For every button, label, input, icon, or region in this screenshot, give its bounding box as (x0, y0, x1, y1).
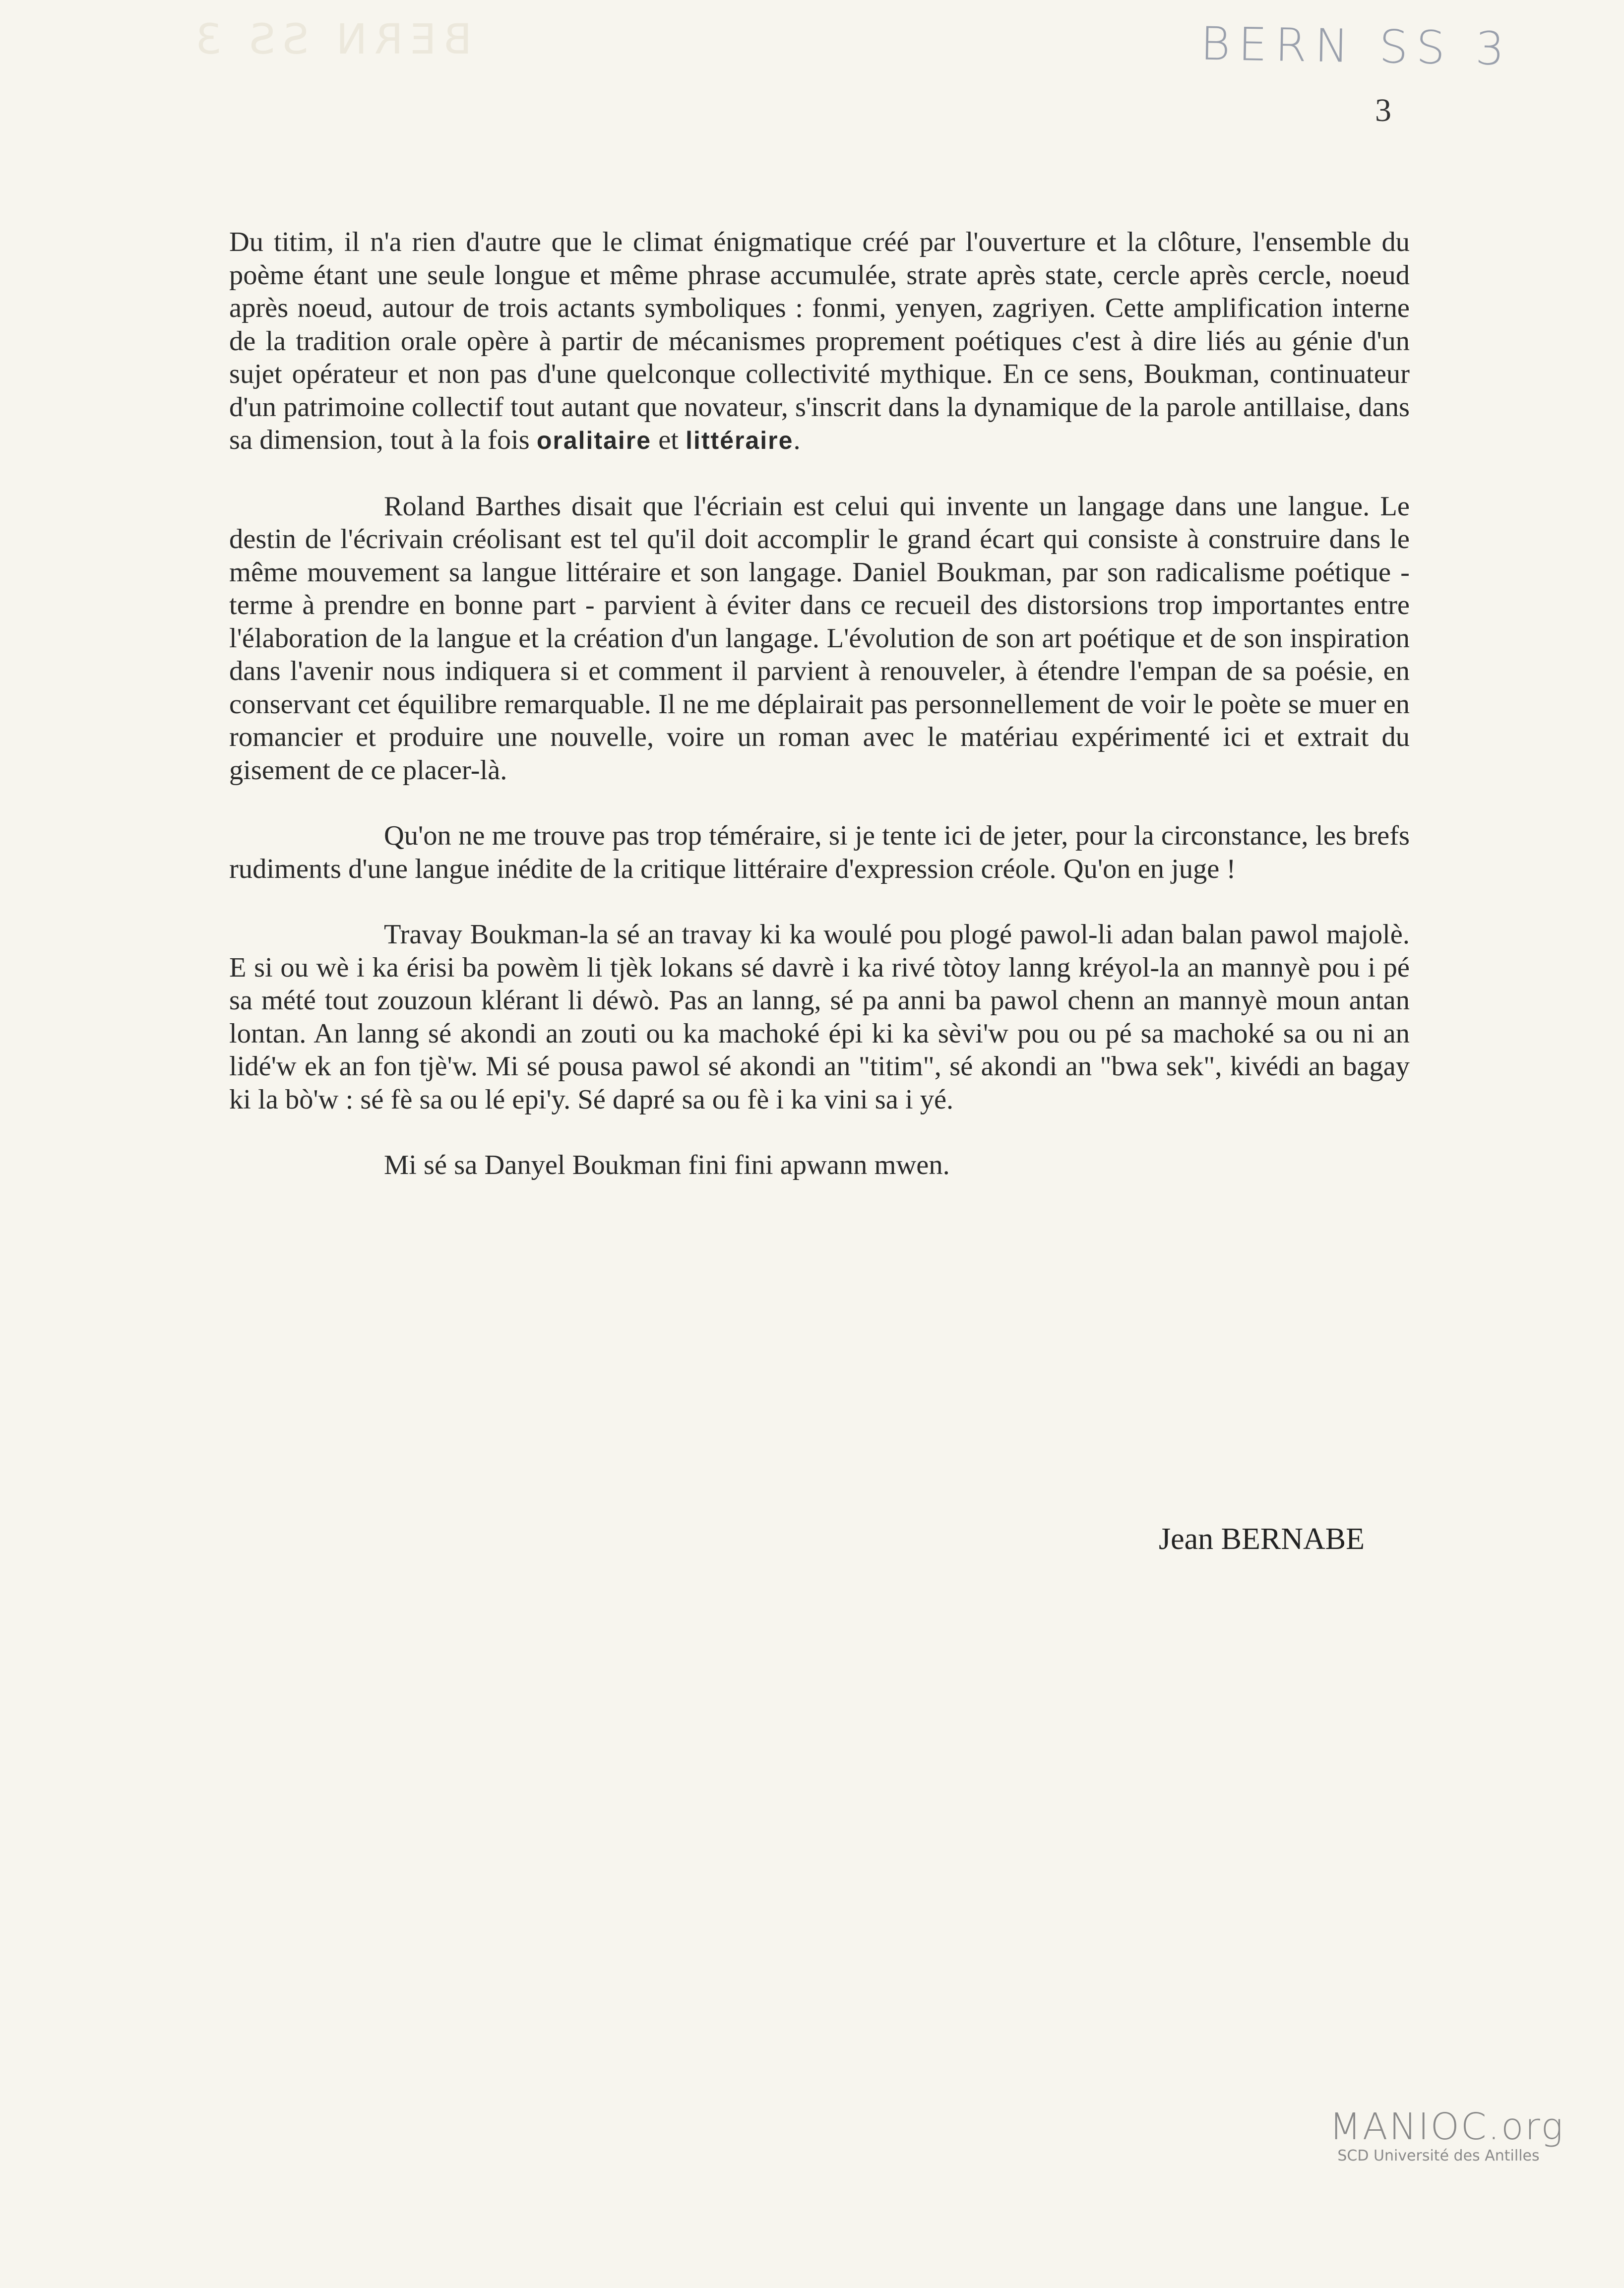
manioc-logo (1329, 2105, 1564, 2165)
paragraph-text: Roland Barthes disait que l'écriain est celui qui invente un langage dans une langue. Le destin de l'écrivain créolisant est tel qu'il doit accomplir le grand écart qui consiste à construire dans le même mouvement sa langue littéraire et son langage. Daniel Boukman, par son radicalisme poétique - terme à prendre en bonne part - parvient à éviter dans ce recueil des distorsions trop importantes entre l'élaboration de la langue et la création d'un langage. L'évolution de son art poétique et de son inspiration dans l'avenir nous indiquera si et comment il parvient à renouveler, à étendre l'empan de sa poésie, en conservant cet équilibre remarquable. Il ne me déplairait pas personnellement de voir le poète se muer en romancier et produire une nouvelle, voire un roman avec le matériau expérimenté ici et extrait du gisement de ce placer-là. (229, 491, 1410, 786)
paragraph-text: Mi sé sa Danyel Boukman fini fini apwann mwen. (384, 1150, 950, 1180)
page-number: 3 (1375, 92, 1391, 128)
paragraph (229, 918, 1410, 1116)
archive-mark: BERN SS 3 (1200, 17, 1513, 76)
document-body (229, 226, 1410, 1215)
logo-name: MANIOC.org (1329, 2105, 1564, 2148)
emphasized-word: oralitaire (536, 427, 652, 454)
paragraph (229, 819, 1410, 885)
bleed-through-mark: BERN SS 3 (188, 15, 472, 63)
paragraph-text: Du titim, il n'a rien d'autre que le climat énigmatique créé par l'ouverture et la clôture, l'ensemble du poème étant une seule longue et même phrase accumulée, strate après state, cercle après cercle, noeud après noeud, autour de trois actants symboliques : fonmi, yenyen, zagriyen. Cette amplification interne de la tradition orale opère à partir de mécanismes proprement poétiques c'est à dire liés au génie d'un sujet opérateur et non pas d'une quelconque collectivité mythique. En ce sens, Boukman, continuateur d'un patrimoine collectif tout autant que novateur, s'inscrit dans la dynamique de la parole antillaise, dans sa dimension, tout à la fois (229, 227, 1410, 455)
paragraph (229, 490, 1410, 787)
paragraph (229, 1149, 1410, 1182)
author-signature: Jean BERNABE (1159, 1522, 1365, 1556)
paragraph-text: . (793, 425, 801, 455)
paragraph-text: Qu'on ne me trouve pas trop téméraire, si je tente ici de jeter, pour la circonstance, les brefs rudiments d'une langue inédite de la critique littéraire d'expression créole. Qu'on en juge ! (229, 820, 1410, 884)
logo-subtitle: SCD Université des Antilles (1337, 2147, 1540, 2164)
paragraph (229, 226, 1410, 457)
paragraph-text: et (651, 425, 686, 455)
emphasized-word: littéraire (686, 427, 794, 454)
paragraph-text: Travay Boukman-la sé an travay ki ka woulé pou plogé pawol-li adan balan pawol majolè. E si ou wè i ka érisi ba powèm li tjèk lokans sé davrè i ka rivé tòtoy lanng kréyol-la an mannyè pou i pé sa mété tout zouzoun klérant li déwò. Pas an lanng, sé pa anni ba pawol chenn an mannyè moun antan lontan. An lanng sé akondi an zouti ou ka machoké épi ki ka sèvi'w pou ou pé sa machoké sa ou ni an lidé'w ek an fon tjè'w. Mi sé pousa pawol sé akondi an "titim", sé akondi an "bwa sek", kivédi an bagay ki la bò'w : sé fè sa ou lé epi'y. Sé dapré sa ou fè i ka vini sa i yé. (229, 919, 1410, 1115)
